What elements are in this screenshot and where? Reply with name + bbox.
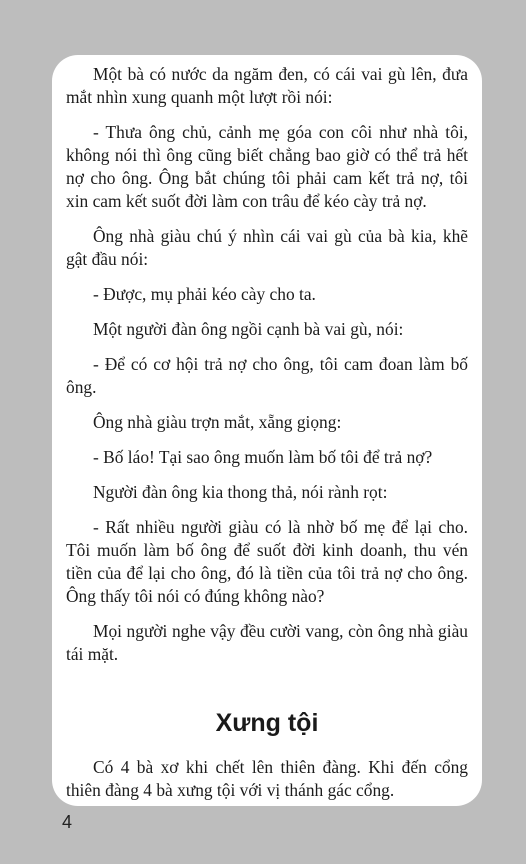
page-number: 4 <box>62 812 73 832</box>
paragraph: Một người đàn ông ngồi cạnh bà vai gù, nói: <box>93 319 404 339</box>
paragraph: Ông nhà giàu trợn mắt, xẵng giọng: <box>93 412 342 432</box>
paragraph: Người đàn ông kia thong thả, nói rành rọt: <box>93 482 388 502</box>
section-title: Xưng tội <box>215 709 319 737</box>
paragraph: Có 4 bà xơ khi chết lên thiên đàng. Khi đến cổng thiên đàng 4 bà xưng tội với vị thánh gác cổng. <box>66 757 468 800</box>
paragraph: Mọi người nghe vậy đều cười vang, còn ông nhà giàu tái mặt. <box>66 621 468 664</box>
paragraph: - Thưa ông chủ, cảnh mẹ góa con côi như nhà tôi, không nói thì ông cũng biết chẳng bao giờ có thể trả hết nợ cho ông. Ông bắt chúng tôi phải cam kết trả nợ, tôi xin cam kết suốt đời làm con trâu để kéo cày trả nợ. <box>66 122 468 211</box>
paragraph: - Rất nhiều người giàu có là nhờ bố mẹ để lại cho. Tôi muốn làm bố ông để suốt đời kinh doanh, thu vén tiền của để lại cho ông, đó là tiền của tôi trả nợ cho ông. Ông thấy tôi nói có đúng không nào? <box>66 517 468 606</box>
paragraph: - Được, mụ phải kéo cày cho ta. <box>93 284 316 304</box>
paragraph: - Để có cơ hội trả nợ cho ông, tôi cam đoan làm bố ông. <box>66 354 468 397</box>
paragraph: - Bố láo! Tại sao ông muốn làm bố tôi để trả nợ? <box>93 447 433 467</box>
paragraph: Ông nhà giàu chú ý nhìn cái vai gù của bà kia, khẽ gật đầu nói: <box>66 226 468 269</box>
paragraph: Một bà có nước da ngăm đen, có cái vai gù lên, đưa mắt nhìn xung quanh một lượt rồi nói: <box>66 64 468 107</box>
page-card <box>52 55 482 806</box>
